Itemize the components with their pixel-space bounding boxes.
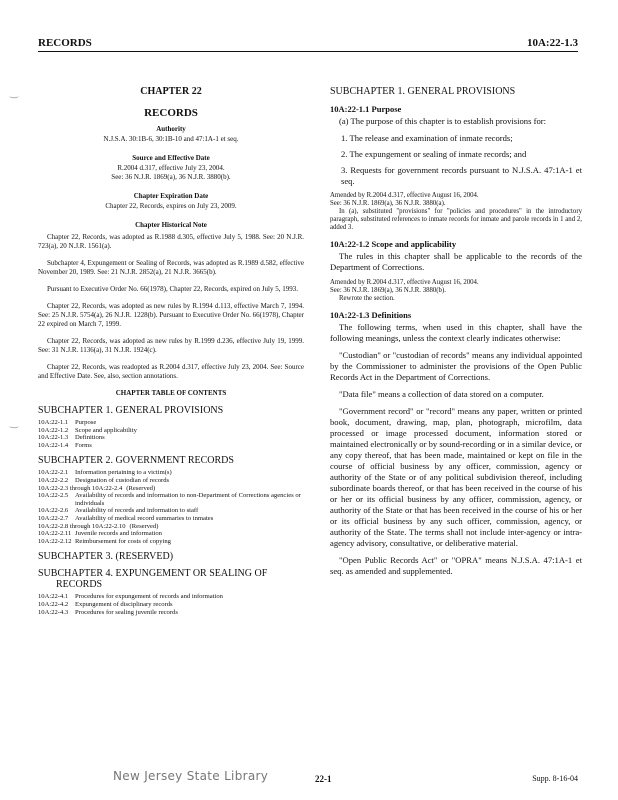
toc-entry-title: Availability of records and information to staff: [75, 507, 199, 515]
amendment-line: In (a), substituted "provisions" for "policies and procedures" in the introductory paragraph, substituted references to inmate records for inmate and parole records in 1 and 2, added 3.: [330, 208, 582, 231]
history-note: Chapter 22, Records, was adopted as new rules by R.1999 d.236, effective July 19, 1999. See: 31 N.J.R. 1136(a), 31 N.J.R. 1924(c).: [38, 337, 304, 354]
library-watermark: New Jersey State Library: [113, 769, 269, 783]
toc-entry-title: Availability of records and information to non-Department of Corrections agencies or individuals: [75, 492, 301, 507]
toc-entry: [38, 507, 304, 515]
amendment-line: Rewrote the section.: [339, 295, 395, 302]
authority-heading: Authority: [156, 125, 186, 133]
toc-entry-number: 10A:22-2.5: [38, 492, 69, 500]
toc-entry: [38, 427, 304, 435]
toc-entry-number: 10A:22-4.2: [38, 600, 69, 608]
history-heading: Chapter Historical Note: [135, 221, 207, 229]
definition: "Open Public Records Act" or "OPRA" means N.J.S.A. 47:1A-1 et seq. as amended and supplemented.: [330, 555, 582, 576]
toc-entry-title: Definitions: [75, 434, 105, 442]
history-note: Subchapter 4, Expungement or Sealing of Records, was adopted as R.1989 d.582, effective November 20, 1989. See: 21 N.J.R. 2852(a), 21 N.J.R. 3665(b).: [38, 259, 304, 276]
amendment-line: Amended by R.2004 d.317, effective August 16, 2004.: [330, 279, 479, 286]
history-note: Chapter 22, Records, was adopted as R.1988 d.305, effective July 5, 1988. See: 20 N.J.R. 723(a), 20 N.J.R. 1561(a).: [38, 233, 304, 250]
toc-entry-title: Procedures for sealing juvenile records: [75, 608, 178, 616]
toc-subchapter-4-line1: SUBCHAPTER 4. EXPUNGEMENT OR SEALING OF: [38, 568, 268, 580]
toc-subchapter-1: SUBCHAPTER 1. GENERAL PROVISIONS: [38, 405, 224, 416]
toc-entry-title: (Reserved): [129, 522, 159, 530]
amendment-note: [330, 192, 582, 232]
page-number: 22-1: [315, 774, 332, 784]
section-text: The rules in this chapter shall be applicable to the records of the Department of Corrections.: [330, 251, 582, 272]
history-note: Pursuant to Executive Order No. 66(1978), Chapter 22, Records, expired on July 5, 1993.: [47, 285, 298, 293]
toc-entry-title: Reimbursement for costs of copying: [75, 537, 171, 545]
toc-entry-number: 10A:22-1.3: [38, 434, 69, 442]
toc-entry-number: 10A:22-2.3 through 10A:22-2.4: [38, 484, 123, 492]
left-column: [38, 86, 304, 616]
toc-entry-number: 10A:22-2.1: [38, 469, 69, 477]
toc-entry-number: 10A:22-2.8 through 10A:22-2.10: [38, 522, 126, 530]
toc-entry: [38, 523, 304, 531]
amendment-note: [330, 279, 582, 303]
toc-subchapter-4-line2: RECORDS: [56, 579, 103, 591]
toc-entry-number: 10A:22-2.12: [38, 537, 72, 545]
supplement-date: Supp. 8-16-04: [532, 774, 578, 783]
toc-entry: [38, 530, 304, 538]
toc-entry-title: Information pertaining to a victim(s): [75, 469, 172, 477]
toc-list-1: [38, 419, 304, 449]
toc-list-4: [38, 593, 304, 616]
toc-entry-title: (Reserved): [126, 484, 156, 492]
header-title: RECORDS: [38, 37, 92, 49]
expiration-heading: Chapter Expiration Date: [133, 192, 209, 200]
toc-entry-number: 10A:22-2.2: [38, 476, 69, 484]
definition: "Custodian" or "custodian of records" means any individual appointed by the Commissioner to administer the provisions of the Open Public Records Act in the Department of Corrections.: [330, 350, 582, 382]
toc-entry-title: Procedures for expungement of records and information: [75, 593, 223, 601]
section-heading-purpose: 10A:22-1.1 Purpose: [330, 104, 402, 114]
source-text-2: See: 36 N.J.R. 1869(a), 36 N.J.R. 3880(b).: [111, 173, 231, 181]
toc-entry-title: Forms: [75, 441, 92, 449]
toc-entry-number: 10A:22-4.3: [38, 608, 69, 616]
toc-entry-title: Purpose: [75, 419, 97, 426]
toc-entry: [38, 609, 304, 617]
toc-entry: [38, 593, 304, 601]
toc-entry: [38, 477, 304, 485]
toc-entry: [38, 434, 304, 442]
list-item: 1. The release and examination of inmate records;: [341, 133, 513, 143]
right-column: [330, 86, 582, 583]
section-text: (a) The purpose of this chapter is to establish provisions for:: [339, 116, 547, 126]
toc-subchapter-3: SUBCHAPTER 3. (RESERVED): [38, 551, 174, 563]
page-footer: [38, 769, 578, 789]
toc-subchapter-2: SUBCHAPTER 2. GOVERNMENT RECORDS: [38, 455, 234, 467]
subchapter-heading: SUBCHAPTER 1. GENERAL PROVISIONS: [330, 86, 516, 97]
toc-entry-number: 10A:22-2.6: [38, 507, 69, 515]
section-text: The following terms, when used in this chapter, shall have the following meanings, unless the context clearly indicates otherwise:: [330, 322, 582, 343]
toc-entry-number: 10A:22-1.2: [38, 426, 69, 434]
section-heading-definitions: 10A:22-1.3 Definitions: [330, 310, 412, 320]
toc-entry-number: 10A:22-1.4: [38, 441, 69, 449]
toc-list-2: [38, 469, 304, 545]
toc-entry-number: 10A:22-2.7: [38, 514, 69, 522]
toc-entry-number: 10A:22-2.11: [38, 530, 72, 538]
definition: "Government record" or "record" means any paper, written or printed book, document, drawing, map, plan, photograph, microfilm, data processed or image processed document, information stored or maintained electronically or by sound-recording or in a similar device, or any copy thereof, that has been made, maintained or kept on file in the course of official business by any officer, commission, agency or authority of the State or of any political subdivision thereof, including subordinate boards thereof, or that has been received in the course of his or her or its official business by any officer, commission, agency, or authority of the State or that has been received in the course of his or her or its official business by any such officer, commission, agency, or authority of the State. The terms shall not include inter-agency or intra-agency advisory, consultative, or deliberative material.: [330, 406, 582, 548]
toc-entry-title: Scope and applicability: [75, 426, 137, 434]
list-item: 3. Requests for government records pursuant to N.J.S.A. 47:1A-1 et seq.: [341, 165, 582, 186]
toc-entry: [38, 601, 304, 609]
toc-entry: [38, 469, 304, 477]
toc-entry-title: Expungement of disciplinary records: [75, 600, 173, 608]
section-heading-scope: 10A:22-1.2 Scope and applicability: [330, 239, 457, 249]
toc-entry: [38, 419, 304, 427]
toc-entry: [38, 442, 304, 450]
header-section: 10A:22-1.3: [526, 37, 578, 49]
toc-subchapter-4: [38, 568, 304, 590]
expiration-text: Chapter 22, Records, expires on July 23, 2009.: [105, 202, 237, 210]
toc-entry: [38, 538, 304, 546]
toc-entry-title: Availability of medical record summaries to inmates: [75, 514, 214, 522]
margin-mark: ‿: [10, 88, 19, 99]
amendment-line: See: 36 N.J.R. 1869(a), 36 N.J.R. 3880(b).: [330, 287, 446, 294]
history-note: Chapter 22, Records, was readopted as R.2004 d.317, effective July 23, 2004. See: Source and Effective Date. See, also, section annotations.: [38, 363, 304, 380]
toc-entry-number: 10A:22-1.1: [38, 419, 69, 426]
toc-title: CHAPTER TABLE OF CONTENTS: [115, 389, 227, 397]
chapter-number: CHAPTER 22: [140, 86, 202, 97]
toc-entry-title: Juvenile records and information: [75, 530, 162, 538]
definition: "Data file" means a collection of data stored on a computer.: [339, 389, 544, 399]
toc-entry-number: 10A:22-4.1: [38, 593, 69, 601]
toc-entry: [38, 485, 304, 493]
amendment-line: Amended by R.2004 d.317, effective August 16, 2004.: [330, 192, 479, 199]
margin-mark: ‿: [10, 418, 19, 429]
toc-entry: [38, 492, 304, 507]
source-heading: Source and Effective Date: [132, 154, 210, 162]
toc-entry-title: Designation of custodian of records: [75, 476, 170, 484]
amendment-line: See: 36 N.J.R. 1869(a), 36 N.J.R. 3880(a).: [330, 200, 446, 207]
authority-text: N.J.S.A. 30:1B-6, 30:1B-10 and 47:1A-1 et seq.: [103, 135, 239, 143]
list-item: 2. The expungement or sealing of inmate records; and: [341, 149, 527, 159]
history-note: Chapter 22, Records, was adopted as new rules by R.1994 d.113, effective March 7, 1994. See: 25 N.J.R. 5754(a), 26 N.J.R. 1228(b). Pursuant to Executive Order No. 66(1978), Chapter 22 expired on March 7, 1999.: [38, 302, 304, 328]
source-text-1: R.2004 d.317, effective July 23, 2004.: [117, 164, 225, 172]
chapter-title: RECORDS: [144, 107, 198, 119]
toc-entry: [38, 515, 304, 523]
running-header: [38, 37, 578, 52]
